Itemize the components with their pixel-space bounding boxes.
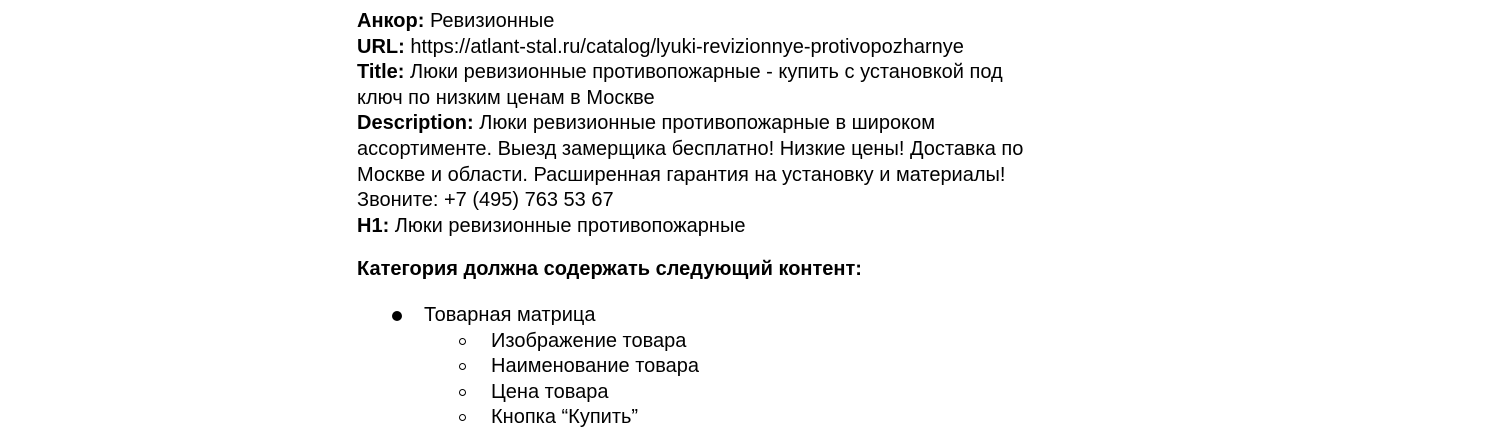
list-item bbox=[357, 303, 1117, 329]
sub-list-item-label: Кнопка “Купить” bbox=[491, 406, 639, 429]
anchor-label: Анкор: bbox=[357, 10, 425, 32]
title-text-line1: Люки ревизионные противопожарные - купить с установкой под bbox=[409, 61, 1003, 84]
anchor-value: Ревизионные bbox=[429, 10, 555, 32]
sub-list-item-label: Изображение товара bbox=[491, 329, 687, 352]
category-heading: Категория должна содержать следующий контент: bbox=[357, 258, 862, 281]
bullet-circle-icon bbox=[459, 389, 466, 396]
bullet-circle-icon bbox=[459, 414, 466, 421]
list-item-label: Товарная матрица bbox=[424, 303, 596, 326]
sub-list-item bbox=[357, 354, 1117, 380]
description-text-line2: ассортименте. Выезд замерщика бесплатно! Низкие цены! Доставка по bbox=[357, 137, 1024, 160]
content-list bbox=[357, 303, 1117, 431]
description-text-line1: Люки ревизионные противопожарные в широком bbox=[479, 112, 935, 135]
url-value: https://atlant-stal.ru/catalog/lyuki-revizionnye-protivopozharnye bbox=[410, 35, 964, 58]
h1-label: H1: bbox=[357, 214, 390, 237]
sub-list-item-label: Наименование товара bbox=[491, 355, 700, 378]
h1-line bbox=[357, 214, 1117, 240]
description-block bbox=[357, 111, 1117, 213]
url-line bbox=[357, 35, 1117, 61]
sub-list-item-label: Цена товара bbox=[491, 380, 609, 403]
description-text-line3: Москве и области. Расширенная гарантия на установку и материалы! bbox=[357, 163, 1006, 186]
description-label: Description: bbox=[357, 112, 474, 135]
sub-list-item bbox=[357, 405, 1117, 431]
h1-value: Люки ревизионные противопожарные bbox=[394, 214, 746, 237]
description-text-line4: Звоните: +7 (495) 763 53 67 bbox=[357, 189, 614, 212]
url-label: URL: bbox=[357, 35, 405, 58]
bullet-circle-icon bbox=[459, 338, 466, 345]
sub-list-item bbox=[357, 329, 1117, 355]
document-body bbox=[357, 9, 1117, 431]
anchor-line bbox=[357, 9, 1117, 35]
title-block bbox=[357, 60, 1117, 111]
bullet-disc-icon bbox=[392, 311, 402, 321]
title-text-line2: ключ по низким ценам в Москве bbox=[357, 86, 655, 109]
bullet-circle-icon bbox=[459, 363, 466, 370]
title-label: Title: bbox=[357, 61, 405, 84]
sub-list-item bbox=[357, 380, 1117, 406]
